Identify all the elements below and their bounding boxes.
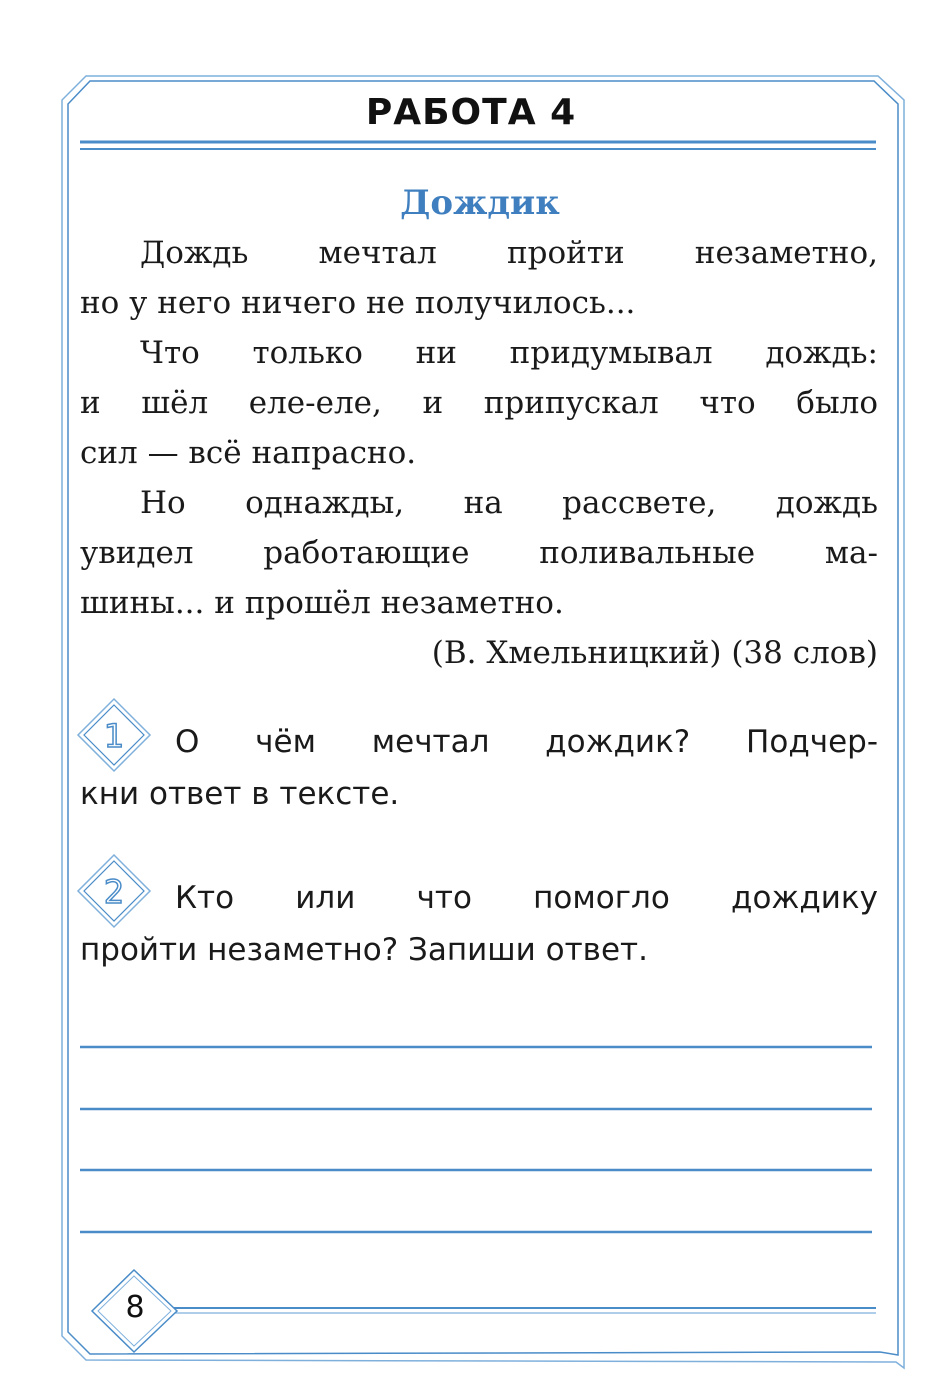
story-line: но у него ничего не получилось... (80, 285, 636, 321)
story-line: Но однажды, на рассвете, дождь (140, 485, 878, 521)
story-line: Дождь мечтал пройти незаметно, (140, 235, 878, 271)
story-text (80, 228, 878, 678)
svg-text:2: 2 (103, 873, 125, 911)
task-2-line: Кто или что помогло дождику (175, 880, 878, 916)
story-title: Дождик (400, 183, 560, 223)
story-attribution: (В. Хмельницкий) (38 слов) (431, 635, 878, 671)
task-1-line: кни ответ в тексте. (80, 776, 400, 812)
task-1-line: О чём мечтал дождик? Подчер- (175, 724, 878, 760)
story-line: и шёл еле-еле, и припускал что было (80, 385, 878, 421)
story-line: Что только ни придумывал дождь: (140, 335, 878, 371)
story-line: шины... и прошёл незаметно. (80, 585, 564, 621)
story-line: сил — всё напрасно. (80, 435, 417, 471)
page-number: 8 (125, 1290, 145, 1325)
task-2-line: пройти незаметно? Запиши ответ. (80, 932, 648, 968)
task-1 (80, 716, 878, 820)
story-line: увидел работающие поливальные ма- (80, 535, 878, 571)
svg-text:1: 1 (103, 717, 125, 755)
page-title: РАБОТА 4 (365, 92, 577, 133)
task-2 (80, 872, 878, 976)
